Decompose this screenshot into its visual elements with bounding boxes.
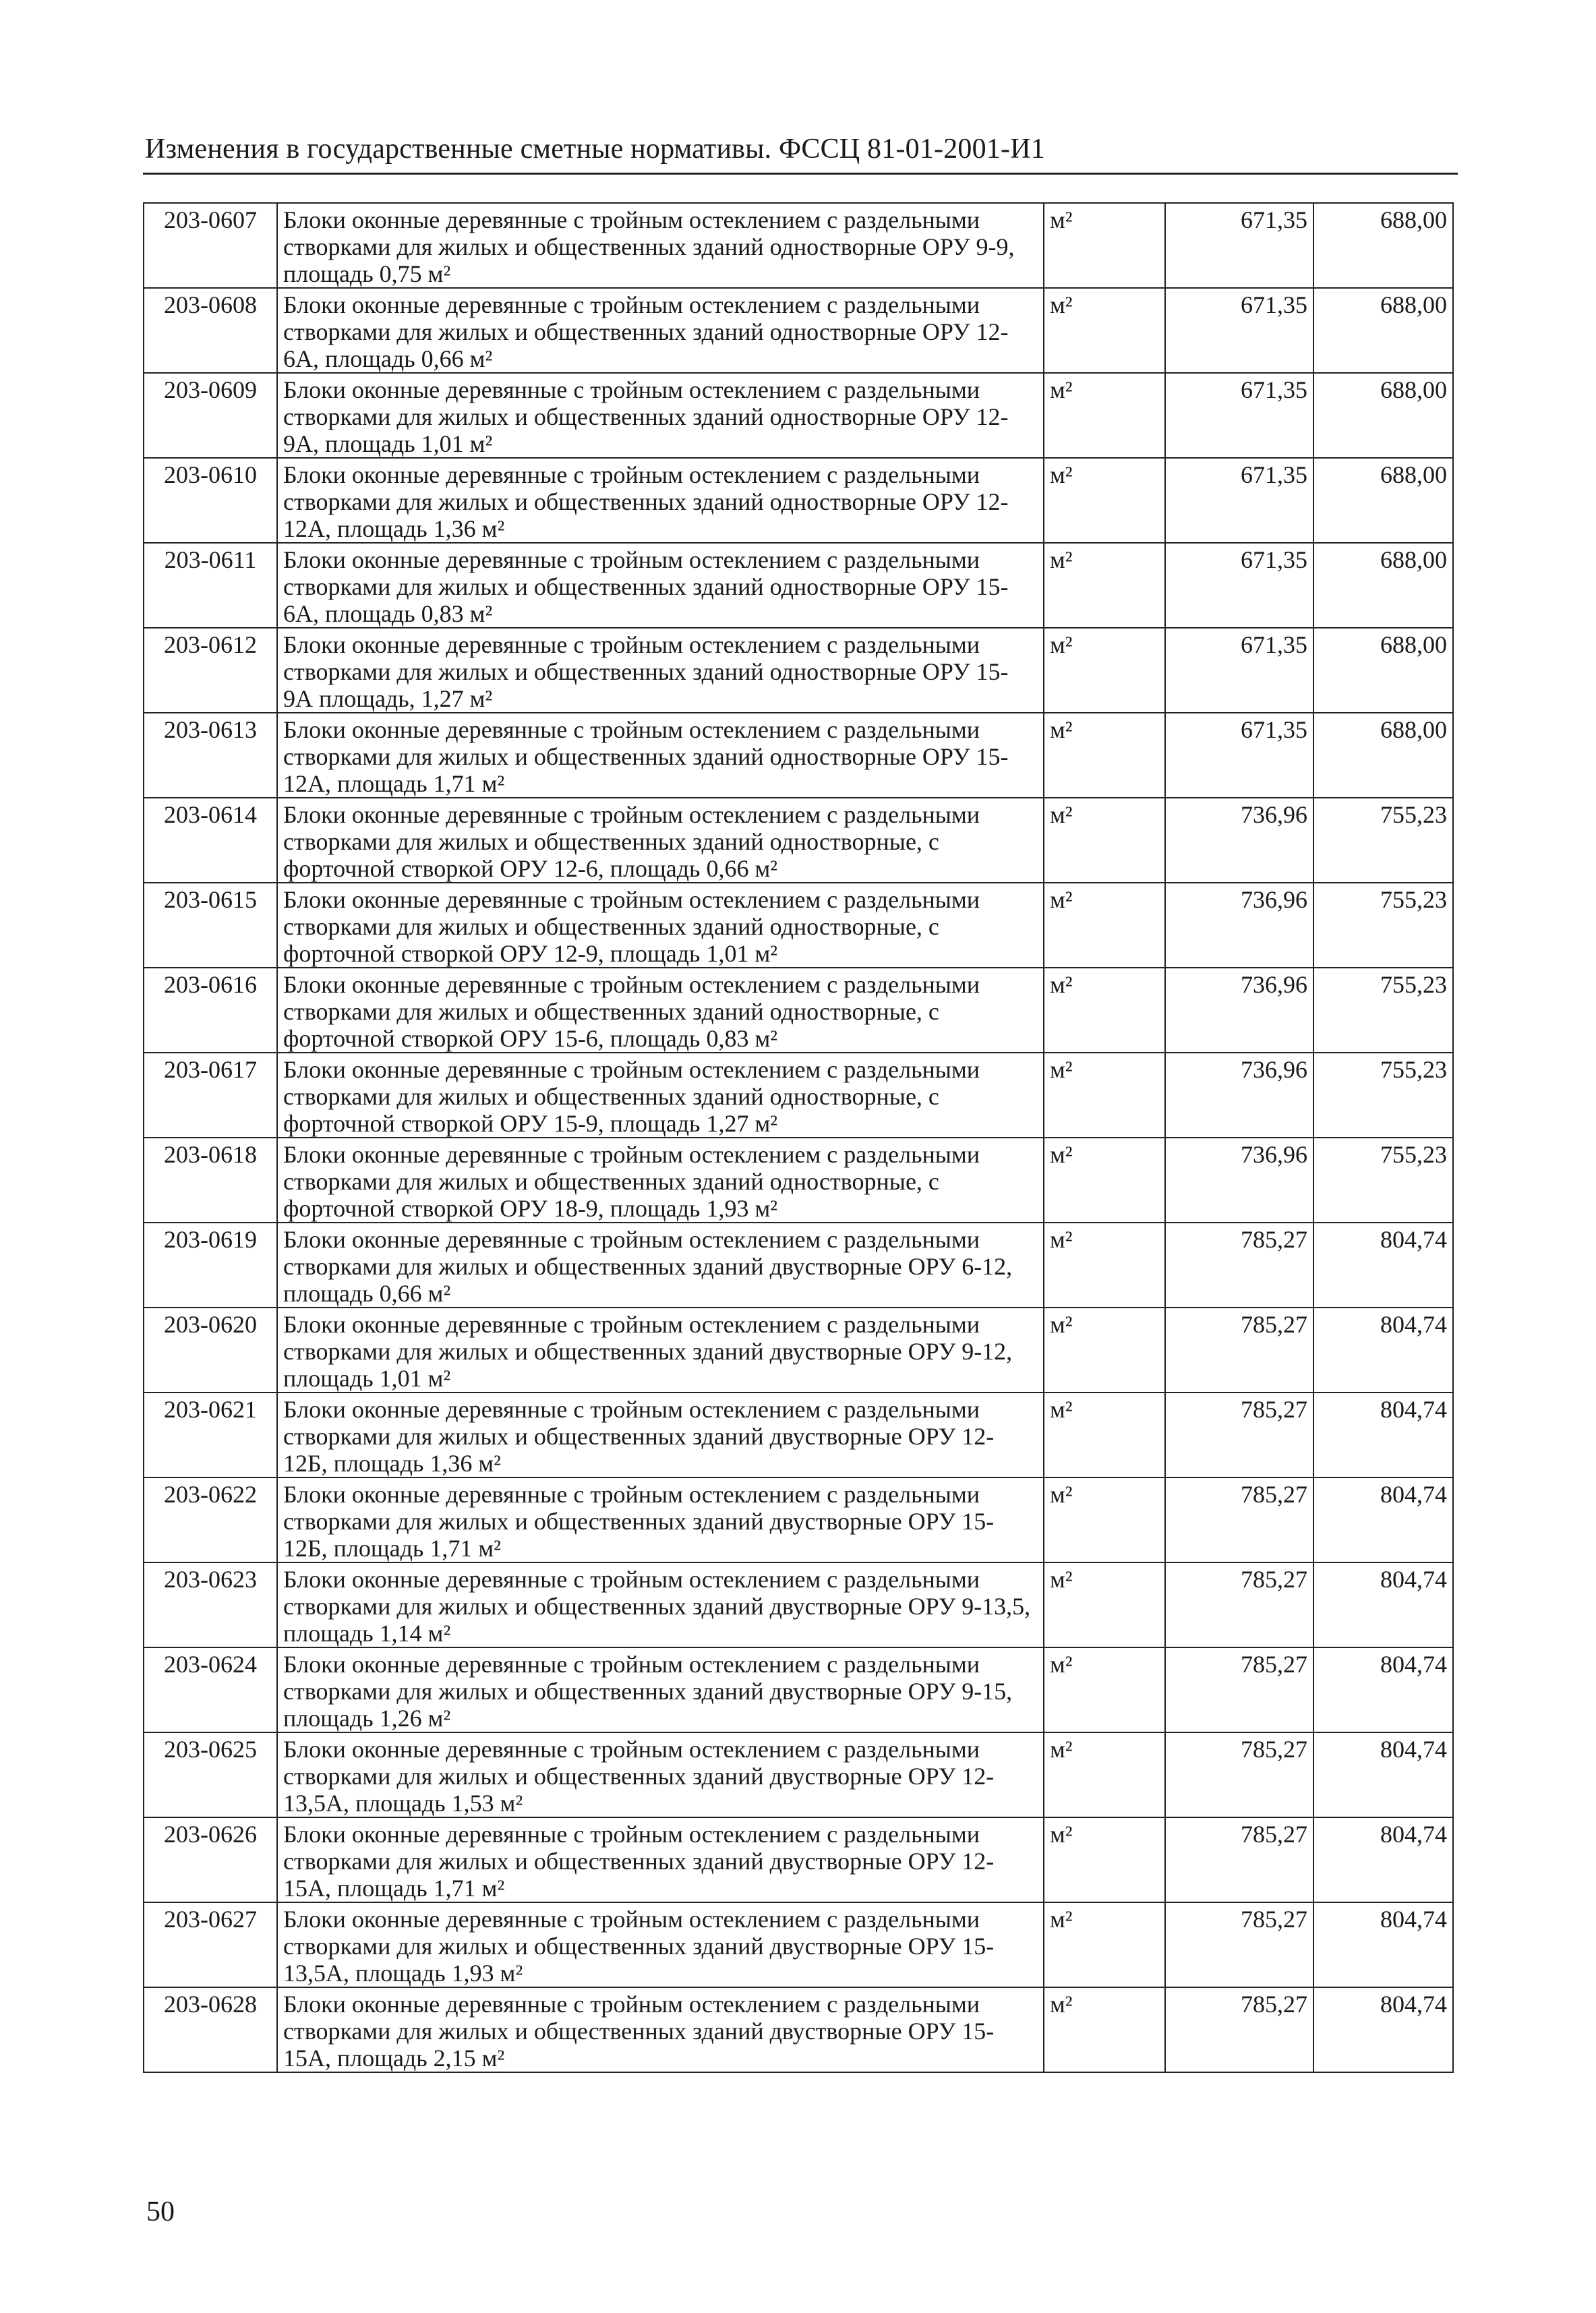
row-price-1: 785,27 [1165, 1817, 1313, 1902]
row-price-1: 736,96 [1165, 798, 1313, 883]
row-price-1: 671,35 [1165, 628, 1313, 713]
row-price-2: 688,00 [1313, 373, 1453, 458]
row-price-2: 804,74 [1313, 1562, 1453, 1647]
norms-table [143, 202, 1454, 2073]
row-price-1: 671,35 [1165, 543, 1313, 628]
row-unit: м² [1044, 1223, 1165, 1308]
table-row [144, 203, 1453, 288]
row-price-1: 736,96 [1165, 1053, 1313, 1138]
table-row [144, 1223, 1453, 1308]
row-price-2: 755,23 [1313, 1138, 1453, 1223]
row-code: 203-0621 [144, 1393, 277, 1477]
row-code: 203-0609 [144, 373, 277, 458]
row-unit: м² [1044, 1393, 1165, 1477]
row-description: Блоки оконные деревянные с тройным остеклением с раздельными створками для жилых и общественных зданий одностворные, с форточной створкой ОРУ 12-9, площадь 1,01 м² [277, 883, 1044, 968]
row-price-2: 688,00 [1313, 628, 1453, 713]
table-row [144, 288, 1453, 373]
row-description: Блоки оконные деревянные с тройным остеклением с раздельными створками для жилых и общественных зданий одностворные ОРУ 12-9А, площадь 1,01 м² [277, 373, 1044, 458]
row-description: Блоки оконные деревянные с тройным остеклением с раздельными створками для жилых и общественных зданий одностворные ОРУ 9-9, площадь 0,75 м² [277, 203, 1044, 288]
row-price-2: 804,74 [1313, 1732, 1453, 1817]
row-code: 203-0619 [144, 1223, 277, 1308]
row-price-2: 688,00 [1313, 713, 1453, 798]
row-price-2: 804,74 [1313, 1308, 1453, 1393]
norms-table-body [144, 203, 1453, 2072]
row-unit: м² [1044, 883, 1165, 968]
table-row [144, 713, 1453, 798]
row-price-2: 688,00 [1313, 543, 1453, 628]
row-description: Блоки оконные деревянные с тройным остеклением с раздельными створками для жилых и общественных зданий двустворные ОРУ 12-13,5А, площадь 1,53 м² [277, 1732, 1044, 1817]
row-unit: м² [1044, 628, 1165, 713]
row-price-1: 736,96 [1165, 1138, 1313, 1223]
table-row [144, 1647, 1453, 1732]
table-row [144, 1987, 1453, 2072]
table-row [144, 1732, 1453, 1817]
row-price-1: 671,35 [1165, 203, 1313, 288]
row-price-1: 785,27 [1165, 1223, 1313, 1308]
row-price-1: 736,96 [1165, 968, 1313, 1053]
table-row [144, 1053, 1453, 1138]
row-code: 203-0627 [144, 1902, 277, 1987]
row-code: 203-0615 [144, 883, 277, 968]
row-unit: м² [1044, 1902, 1165, 1987]
row-price-2: 688,00 [1313, 203, 1453, 288]
row-description: Блоки оконные деревянные с тройным остеклением с раздельными створками для жилых и общественных зданий двустворные ОРУ 15-13,5А, площадь 1,93 м² [277, 1902, 1044, 1987]
row-code: 203-0617 [144, 1053, 277, 1138]
row-code: 203-0623 [144, 1562, 277, 1647]
row-price-2: 755,23 [1313, 1053, 1453, 1138]
row-price-2: 804,74 [1313, 1817, 1453, 1902]
row-unit: м² [1044, 968, 1165, 1053]
row-code: 203-0620 [144, 1308, 277, 1393]
page-header: Изменения в государственные сметные нормативы. ФССЦ 81-01-2001-И1 [145, 134, 1045, 165]
row-price-1: 671,35 [1165, 713, 1313, 798]
row-code: 203-0608 [144, 288, 277, 373]
table-row [144, 1138, 1453, 1223]
table-row [144, 1817, 1453, 1902]
table-row [144, 543, 1453, 628]
row-price-2: 804,74 [1313, 1393, 1453, 1477]
row-price-2: 688,00 [1313, 288, 1453, 373]
row-description: Блоки оконные деревянные с тройным остеклением с раздельными створками для жилых и общественных зданий одностворные ОРУ 15-9А площадь, 1,27 м² [277, 628, 1044, 713]
row-unit: м² [1044, 1732, 1165, 1817]
row-unit: м² [1044, 1308, 1165, 1393]
row-description: Блоки оконные деревянные с тройным остеклением с раздельными створками для жилых и общественных зданий одностворные, с форточной створкой ОРУ 12-6, площадь 0,66 м² [277, 798, 1044, 883]
row-description: Блоки оконные деревянные с тройным остеклением с раздельными створками для жилых и общественных зданий двустворные ОРУ 6-12, площадь 0,66 м² [277, 1223, 1044, 1308]
row-price-2: 804,74 [1313, 1902, 1453, 1987]
row-unit: м² [1044, 1138, 1165, 1223]
row-unit: м² [1044, 1562, 1165, 1647]
row-code: 203-0625 [144, 1732, 277, 1817]
row-price-1: 785,27 [1165, 1732, 1313, 1817]
row-price-2: 755,23 [1313, 968, 1453, 1053]
row-code: 203-0622 [144, 1477, 277, 1562]
row-code: 203-0613 [144, 713, 277, 798]
row-code: 203-0626 [144, 1817, 277, 1902]
row-code: 203-0614 [144, 798, 277, 883]
row-price-1: 671,35 [1165, 373, 1313, 458]
row-price-1: 785,27 [1165, 1647, 1313, 1732]
row-price-1: 785,27 [1165, 1562, 1313, 1647]
row-price-2: 804,74 [1313, 1987, 1453, 2072]
row-price-1: 785,27 [1165, 1393, 1313, 1477]
row-price-1: 785,27 [1165, 1987, 1313, 2072]
row-price-1: 671,35 [1165, 458, 1313, 543]
row-unit: м² [1044, 798, 1165, 883]
row-code: 203-0616 [144, 968, 277, 1053]
table-row [144, 1393, 1453, 1477]
table-row [144, 1308, 1453, 1393]
header-rule [143, 173, 1458, 175]
row-price-1: 785,27 [1165, 1902, 1313, 1987]
row-unit: м² [1044, 203, 1165, 288]
row-description: Блоки оконные деревянные с тройным остеклением с раздельными створками для жилых и общественных зданий одностворные ОРУ 15-6А, площадь 0,83 м² [277, 543, 1044, 628]
row-description: Блоки оконные деревянные с тройным остеклением с раздельными створками для жилых и общественных зданий одностворные, с форточной створкой ОРУ 15-9, площадь 1,27 м² [277, 1053, 1044, 1138]
row-description: Блоки оконные деревянные с тройным остеклением с раздельными створками для жилых и общественных зданий одностворные, с форточной створкой ОРУ 18-9, площадь 1,93 м² [277, 1138, 1044, 1223]
table-row [144, 628, 1453, 713]
table-row [144, 883, 1453, 968]
row-unit: м² [1044, 543, 1165, 628]
row-unit: м² [1044, 373, 1165, 458]
row-unit: м² [1044, 288, 1165, 373]
row-description: Блоки оконные деревянные с тройным остеклением с раздельными створками для жилых и общественных зданий двустворные ОРУ 9-12, площадь 1,01 м² [277, 1308, 1044, 1393]
row-price-2: 688,00 [1313, 458, 1453, 543]
row-unit: м² [1044, 458, 1165, 543]
row-price-1: 671,35 [1165, 288, 1313, 373]
row-description: Блоки оконные деревянные с тройным остеклением с раздельными створками для жилых и общественных зданий двустворные ОРУ 15-15А, площадь 2,15 м² [277, 1987, 1044, 2072]
row-unit: м² [1044, 713, 1165, 798]
row-description: Блоки оконные деревянные с тройным остеклением с раздельными створками для жилых и общественных зданий двустворные ОРУ 9-13,5, площадь 1,14 м² [277, 1562, 1044, 1647]
page-number: 50 [146, 2196, 175, 2227]
row-code: 203-0610 [144, 458, 277, 543]
row-description: Блоки оконные деревянные с тройным остеклением с раздельными створками для жилых и общественных зданий двустворные ОРУ 12-15А, площадь 1,71 м² [277, 1817, 1044, 1902]
row-code: 203-0624 [144, 1647, 277, 1732]
row-unit: м² [1044, 1987, 1165, 2072]
row-code: 203-0618 [144, 1138, 277, 1223]
row-description: Блоки оконные деревянные с тройным остеклением с раздельными створками для жилых и общественных зданий двустворные ОРУ 15-12Б, площадь 1,71 м² [277, 1477, 1044, 1562]
table-row [144, 1562, 1453, 1647]
table-row [144, 1902, 1453, 1987]
row-unit: м² [1044, 1817, 1165, 1902]
row-price-2: 804,74 [1313, 1477, 1453, 1562]
row-description: Блоки оконные деревянные с тройным остеклением с раздельными створками для жилых и общественных зданий двустворные ОРУ 9-15, площадь 1,26 м² [277, 1647, 1044, 1732]
row-unit: м² [1044, 1647, 1165, 1732]
row-unit: м² [1044, 1053, 1165, 1138]
row-code: 203-0628 [144, 1987, 277, 2072]
table-row [144, 1477, 1453, 1562]
table-row [144, 798, 1453, 883]
table-row [144, 968, 1453, 1053]
row-price-1: 785,27 [1165, 1477, 1313, 1562]
row-price-1: 785,27 [1165, 1308, 1313, 1393]
table-row [144, 458, 1453, 543]
row-unit: м² [1044, 1477, 1165, 1562]
table-row [144, 373, 1453, 458]
row-price-2: 804,74 [1313, 1223, 1453, 1308]
row-price-2: 804,74 [1313, 1647, 1453, 1732]
row-description: Блоки оконные деревянные с тройным остеклением с раздельными створками для жилых и общественных зданий одностворные, с форточной створкой ОРУ 15-6, площадь 0,83 м² [277, 968, 1044, 1053]
row-description: Блоки оконные деревянные с тройным остеклением с раздельными створками для жилых и общественных зданий одностворные ОРУ 15-12А, площадь 1,71 м² [277, 713, 1044, 798]
row-description: Блоки оконные деревянные с тройным остеклением с раздельными створками для жилых и общественных зданий одностворные ОРУ 12-6А, площадь 0,66 м² [277, 288, 1044, 373]
row-price-2: 755,23 [1313, 883, 1453, 968]
row-description: Блоки оконные деревянные с тройным остеклением с раздельными створками для жилых и общественных зданий двустворные ОРУ 12-12Б, площадь 1,36 м² [277, 1393, 1044, 1477]
row-code: 203-0611 [144, 543, 277, 628]
row-description: Блоки оконные деревянные с тройным остеклением с раздельными створками для жилых и общественных зданий одностворные ОРУ 12-12А, площадь 1,36 м² [277, 458, 1044, 543]
row-price-1: 736,96 [1165, 883, 1313, 968]
row-code: 203-0612 [144, 628, 277, 713]
row-price-2: 755,23 [1313, 798, 1453, 883]
row-code: 203-0607 [144, 203, 277, 288]
